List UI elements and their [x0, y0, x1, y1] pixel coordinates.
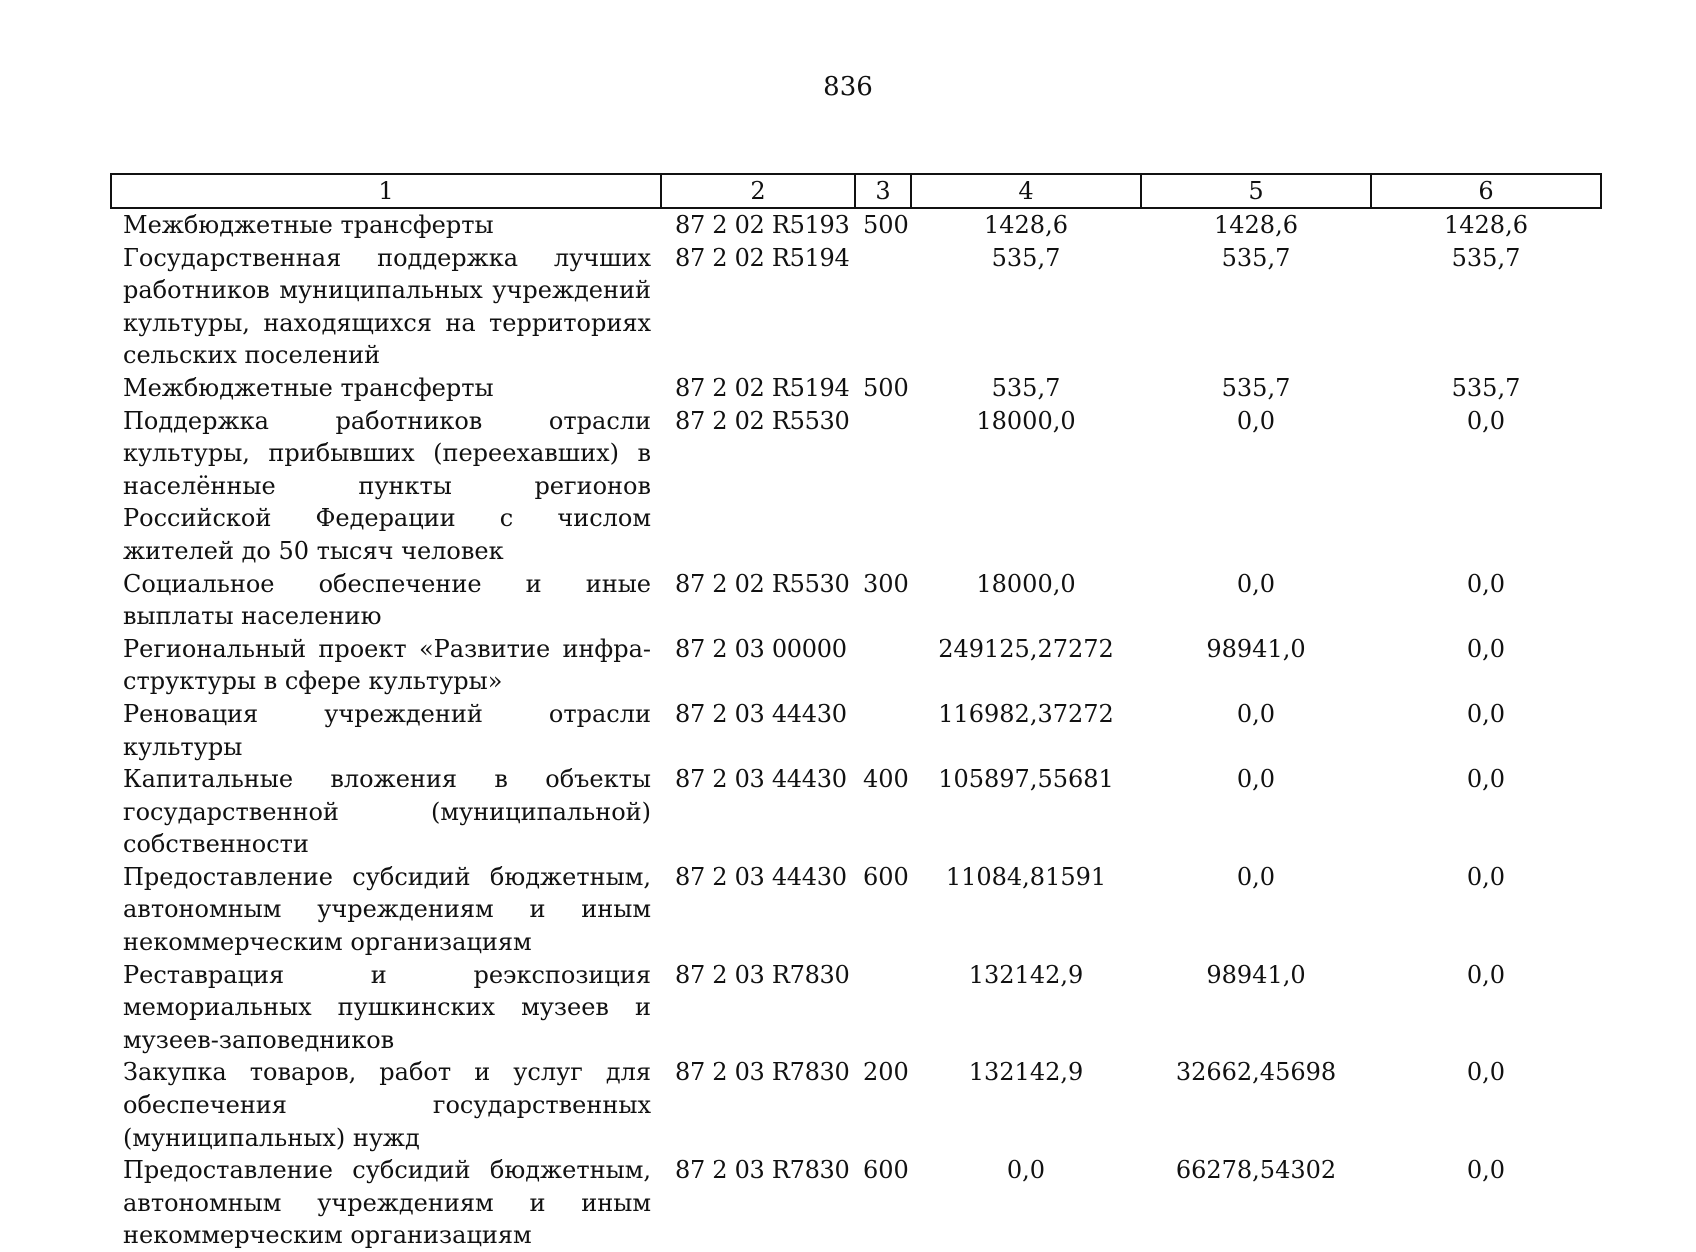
target-code: 87 2 03 44430 — [675, 699, 847, 728]
page-number: 836 — [823, 72, 873, 102]
target-code: 87 2 02 R5530 — [675, 406, 850, 435]
table-row — [111, 242, 1601, 372]
column-header: 2 — [661, 174, 855, 208]
amount-col-5: 0,0 — [1236, 406, 1276, 435]
item-name: Реновация учреждений отрасли культуры — [123, 699, 651, 761]
item-name: Закупка товаров, работ и услуг для обеспечения государственных (муниципальных) нужд — [123, 1058, 651, 1152]
item-name: Региональный проект «Развитие инфраструктуры в сфере культуры» — [123, 634, 651, 696]
expense-type: 500 — [863, 373, 909, 402]
table-row — [111, 959, 1601, 1057]
target-code: 87 2 02 R5194 — [675, 243, 850, 272]
target-code: 87 2 03 44430 — [675, 765, 847, 794]
amount-col-5: 1428,6 — [1214, 211, 1298, 239]
amount-col-5: 66278,54302 — [1175, 1156, 1337, 1185]
table-body — [111, 208, 1601, 1252]
amount-col-4: 105897,55681 — [938, 765, 1114, 794]
table-row — [111, 861, 1601, 959]
amount-col-6: 1428,6 — [1444, 211, 1528, 239]
amount-col-4: 535,7 — [991, 373, 1061, 402]
item-name: Капитальные вложения в объекты государственной (муниципальной) собственности — [123, 765, 651, 859]
amount-col-6: 0,0 — [1466, 862, 1506, 891]
expense-type — [855, 959, 911, 1057]
amount-col-5: 535,7 — [1221, 243, 1291, 272]
amount-col-4: 0,0 — [1006, 1156, 1046, 1185]
table-header — [111, 174, 1601, 208]
amount-col-6: 0,0 — [1466, 406, 1506, 435]
expense-type: 600 — [863, 1156, 909, 1185]
amount-col-5: 0,0 — [1236, 765, 1276, 794]
table-row — [111, 763, 1601, 861]
amount-col-6: 535,7 — [1451, 373, 1521, 402]
item-name: Межбюджетные трансферты — [123, 373, 494, 402]
amount-col-5: 0,0 — [1236, 862, 1276, 891]
expense-type: 300 — [863, 569, 909, 598]
amount-col-5: 98941,0 — [1206, 634, 1306, 663]
amount-col-6: 0,0 — [1466, 960, 1506, 989]
amount-col-6: 0,0 — [1466, 569, 1506, 598]
expense-type — [855, 698, 911, 763]
amount-col-5: 0,0 — [1236, 569, 1276, 598]
expense-type — [855, 242, 911, 372]
budget-table — [110, 173, 1602, 1252]
target-code: 87 2 02 R5193 — [675, 211, 850, 239]
column-header: 3 — [855, 174, 911, 208]
target-code: 87 2 03 R7830 — [675, 1156, 850, 1185]
expense-type: 200 — [863, 1058, 909, 1087]
amount-col-6: 535,7 — [1451, 243, 1521, 272]
amount-col-4: 18000,0 — [976, 406, 1076, 435]
expense-type — [855, 405, 911, 568]
target-code: 87 2 02 R5530 — [675, 569, 850, 598]
item-name: Межбюджетные трансферты — [123, 211, 494, 239]
amount-col-4: 132142,9 — [968, 1058, 1084, 1087]
amount-col-5: 0,0 — [1236, 699, 1276, 728]
amount-col-5: 32662,45698 — [1175, 1058, 1337, 1087]
target-code: 87 2 03 R7830 — [675, 960, 850, 989]
amount-col-6: 0,0 — [1466, 1156, 1506, 1185]
expense-type: 400 — [863, 765, 909, 794]
amount-col-4: 116982,37272 — [938, 699, 1114, 728]
item-name: Поддержка работников отрасли культуры, прибывших (переехавших) в населённые пункты регионов Российской Федерации с числом жителей до 50 тысяч человек — [123, 406, 651, 565]
amount-col-6: 0,0 — [1466, 699, 1506, 728]
item-name: Предоставление субсидий бюджетным, автономным учреждениям и иным некоммерческим организациям — [123, 1156, 651, 1250]
amount-col-4: 132142,9 — [968, 960, 1084, 989]
column-header: 6 — [1371, 174, 1601, 208]
amount-col-6: 0,0 — [1466, 765, 1506, 794]
column-header: 1 — [111, 174, 661, 208]
column-header: 5 — [1141, 174, 1371, 208]
item-name: Предоставление субсидий бюджетным, автономным учреждениям и иным некоммерческим организациям — [123, 862, 651, 957]
amount-col-5: 535,7 — [1221, 373, 1291, 402]
amount-col-4: 1428,6 — [984, 211, 1068, 239]
expense-type — [855, 633, 911, 698]
expense-type: 500 — [863, 211, 909, 239]
target-code: 87 2 03 R7830 — [675, 1058, 850, 1087]
table-row — [111, 698, 1601, 763]
table-row — [111, 568, 1601, 633]
amount-col-6: 0,0 — [1466, 1058, 1506, 1087]
amount-col-4: 535,7 — [991, 243, 1061, 272]
item-name: Реставрация и реэкспозиция мемориальных пушкинских музеев и музеев-заповедников — [123, 960, 651, 1054]
header-row — [111, 174, 1601, 208]
amount-col-6: 0,0 — [1466, 634, 1506, 663]
table-row — [111, 208, 1601, 242]
expense-type: 600 — [863, 862, 909, 891]
table-row — [111, 405, 1601, 568]
table-row — [111, 1056, 1601, 1154]
target-code: 87 2 03 00000 — [675, 634, 847, 663]
amount-col-4: 18000,0 — [976, 569, 1076, 598]
target-code: 87 2 03 44430 — [675, 862, 847, 891]
table-row — [111, 633, 1601, 698]
amount-col-5: 98941,0 — [1206, 960, 1306, 989]
column-header: 4 — [911, 174, 1141, 208]
amount-col-4: 11084,81591 — [945, 862, 1107, 891]
table-row — [111, 372, 1601, 405]
table-row — [111, 1154, 1601, 1252]
amount-col-4: 249125,27272 — [938, 634, 1114, 663]
target-code: 87 2 02 R5194 — [675, 373, 850, 402]
item-name: Государственная поддержка лучших работников муниципальных учреждений культуры, находящихся на территориях сельских поселений — [123, 243, 651, 370]
item-name: Социальное обеспечение и иные выплаты населению — [123, 569, 651, 631]
